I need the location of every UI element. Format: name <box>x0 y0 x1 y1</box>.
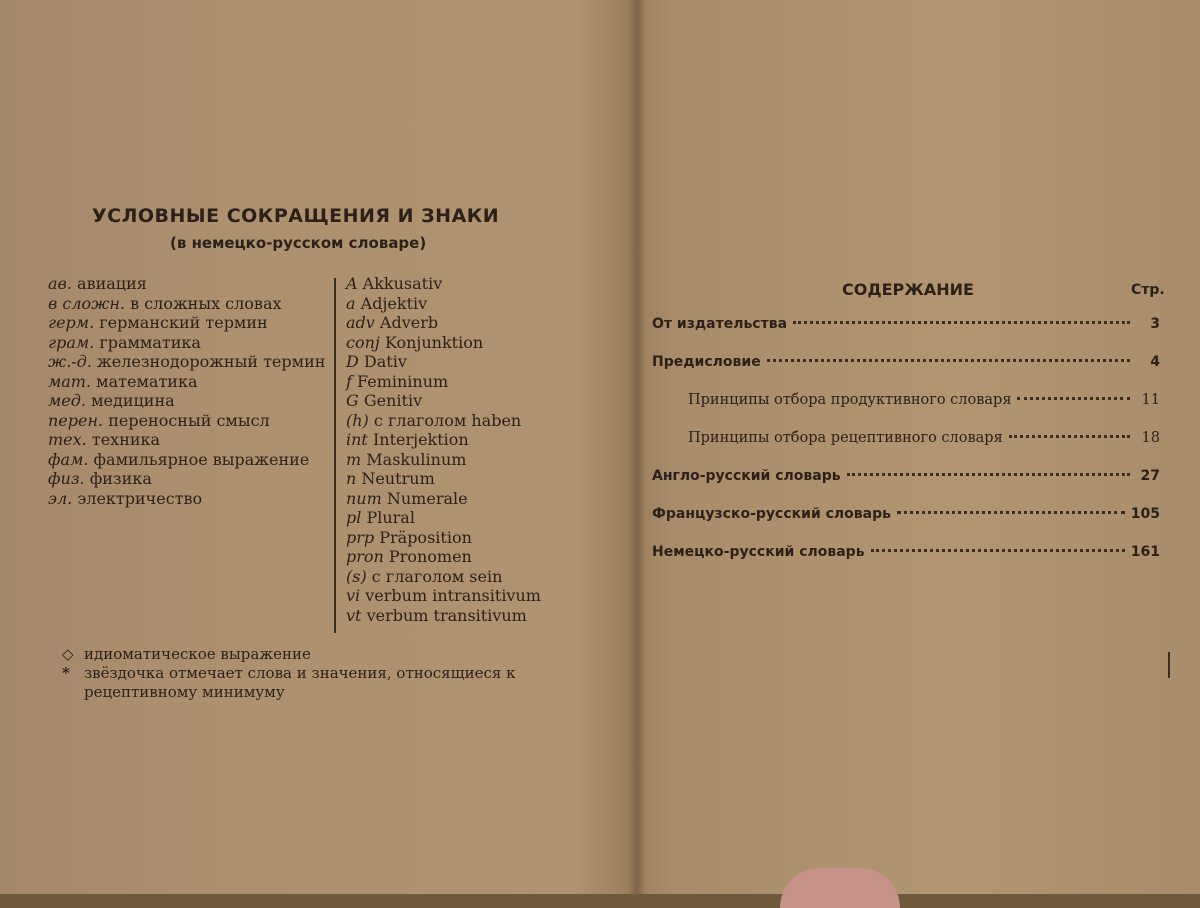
toc-label: Предисловие <box>652 354 761 370</box>
abbreviation-entry <box>346 606 626 626</box>
abbreviation-entry <box>346 391 626 411</box>
abbreviation-meaning: германский термин <box>99 313 268 332</box>
page-column-label: Стр. <box>1131 282 1165 298</box>
abbreviation-entry <box>346 333 626 353</box>
abbreviation-entry <box>48 489 332 509</box>
abbreviation: (h) <box>346 410 369 430</box>
abbreviation: мед. <box>48 391 86 410</box>
abbreviation-meaning: авиация <box>77 274 147 293</box>
abbreviation: в сложн. <box>48 293 125 313</box>
abbreviation-meaning: железнодорожный термин <box>97 352 326 371</box>
abbreviation-meaning: с глаголом sein <box>371 566 503 586</box>
abbreviation: adv <box>346 313 375 332</box>
abbreviation-meaning: Dativ <box>363 352 407 371</box>
german-abbreviations-list <box>346 274 626 625</box>
abbreviation: G <box>346 391 359 410</box>
abbreviation-entry <box>346 547 626 567</box>
abbreviation-meaning: грамматика <box>99 332 201 352</box>
toc-page-number: 11 <box>1141 392 1160 408</box>
margin-mark <box>1168 652 1170 678</box>
abbreviation-meaning: в сложных словах <box>130 293 282 313</box>
abbreviation: грам. <box>48 332 95 352</box>
abbreviation-entry <box>48 430 332 450</box>
abbreviation: тех. <box>48 430 87 449</box>
abbreviation-meaning: Genitiv <box>363 391 423 410</box>
abbreviation: (s) <box>346 566 367 586</box>
abbreviation-meaning: Pronomen <box>388 547 472 566</box>
note-item <box>62 664 622 702</box>
toc-page-number: 18 <box>1141 430 1160 446</box>
right-page <box>646 0 1200 894</box>
abbreviation: f <box>346 371 352 391</box>
abbreviation-meaning: Femininum <box>357 371 449 391</box>
toc-entry <box>652 354 1160 392</box>
abbreviation: мат. <box>48 371 92 391</box>
toc-leader-dots <box>897 511 1125 514</box>
abbreviation-meaning: Adverb <box>379 313 439 332</box>
abbreviation-entry <box>346 274 626 294</box>
abbreviation: a <box>346 293 356 313</box>
table-of-contents <box>652 316 1160 582</box>
column-divider <box>334 278 336 633</box>
abbreviation-entry <box>346 508 626 528</box>
abbreviation-entry <box>346 469 626 489</box>
toc-page-number: 161 <box>1130 544 1160 560</box>
abbreviation-meaning: электричество <box>77 488 203 508</box>
toc-leader-dots <box>1009 435 1130 438</box>
abbreviation: conj <box>346 332 380 352</box>
abbreviation-meaning: переносный смысл <box>108 410 270 430</box>
abbreviation: pl <box>346 508 362 527</box>
toc-page-number: 105 <box>1130 506 1160 522</box>
abbreviation-entry <box>346 567 626 587</box>
abbreviation-meaning: физика <box>89 469 152 488</box>
abbreviation-meaning: Numerale <box>386 488 468 508</box>
abbreviation-meaning: Plural <box>366 508 415 527</box>
abbreviation: num <box>346 488 382 508</box>
abbreviation-meaning: фамильярное выражение <box>93 449 310 469</box>
abbreviation-meaning: Interjektion <box>372 430 469 449</box>
toc-label: Принципы отбора рецептивного словаря <box>688 430 1003 446</box>
abbreviation: перен. <box>48 410 104 430</box>
abbreviation-entry <box>346 430 626 450</box>
abbreviation-entry <box>346 372 626 392</box>
abbreviation-entry <box>48 313 332 333</box>
toc-label: Французско-русский словарь <box>652 506 891 522</box>
abbreviation-entry <box>346 586 626 606</box>
abbreviation-meaning: verbum intransitivum <box>365 586 541 605</box>
note-item <box>62 645 622 664</box>
toc-page-number: 3 <box>1150 316 1160 332</box>
contents-heading: СОДЕРЖАНИЕ <box>842 280 974 299</box>
abbreviation-meaning: с глаголом haben <box>373 410 522 430</box>
diamond-icon: ◇ <box>62 645 74 663</box>
abbreviation-entry <box>48 411 332 431</box>
abbreviation: vt <box>346 605 362 625</box>
abbreviation-meaning: медицина <box>91 391 175 410</box>
toc-entry <box>652 430 1160 468</box>
toc-entry <box>652 316 1160 354</box>
abbreviation: ав. <box>48 274 72 293</box>
toc-page-number: 4 <box>1150 354 1160 370</box>
toc-label: Англо-русский словарь <box>652 468 841 484</box>
note-text: звёздочка отмечает слова и значения, относящиеся к рецептивному минимуму <box>84 664 516 701</box>
toc-label: Принципы отбора продуктивного словаря <box>688 392 1012 408</box>
abbreviation: pron <box>346 547 384 566</box>
abbreviation-meaning: математика <box>96 371 198 391</box>
abbreviation-entry <box>346 313 626 333</box>
abbreviation-meaning: verbum transitivum <box>366 605 527 625</box>
abbreviation: vi <box>346 586 361 605</box>
abbreviation-entry <box>48 333 332 353</box>
toc-leader-dots <box>1017 397 1130 400</box>
book-gutter <box>628 0 646 894</box>
abbreviation: ж.-д. <box>48 352 92 371</box>
abbreviation-entry <box>346 489 626 509</box>
abbreviation: фам. <box>48 449 89 469</box>
abbreviation-meaning: Präposition <box>379 527 472 547</box>
asterisk-icon: * <box>62 664 70 682</box>
abbreviation-meaning: Maskulinum <box>366 449 467 469</box>
toc-leader-dots <box>871 549 1125 552</box>
abbreviation-meaning: Adjektiv <box>360 293 428 313</box>
toc-leader-dots <box>793 321 1130 324</box>
abbreviation-entry <box>346 352 626 372</box>
abbreviation-entry <box>48 372 332 392</box>
toc-label: Немецко-русский словарь <box>652 544 865 560</box>
toc-entry <box>652 506 1160 544</box>
abbreviation-meaning: Akkusativ <box>362 274 443 293</box>
abbreviation: герм. <box>48 313 95 332</box>
abbreviation: int <box>346 430 368 449</box>
abbreviation-entry <box>346 294 626 314</box>
abbreviation-entry <box>48 391 332 411</box>
abbreviation-entry <box>346 528 626 548</box>
abbreviation-entry <box>48 274 332 294</box>
toc-leader-dots <box>767 359 1130 362</box>
abbreviation: A <box>346 274 358 293</box>
abbreviation-entry <box>48 450 332 470</box>
abbreviation-entry <box>346 411 626 431</box>
reader-thumb <box>780 868 900 908</box>
toc-label: От издательства <box>652 316 788 332</box>
abbreviation: prp <box>346 527 375 547</box>
toc-entry <box>652 392 1160 430</box>
russian-abbreviations-list <box>48 274 332 508</box>
toc-entry <box>652 468 1160 506</box>
abbreviation: n <box>346 469 357 488</box>
abbreviation-entry <box>48 352 332 372</box>
abbreviation-meaning: Konjunktion <box>384 332 484 352</box>
abbreviation: D <box>346 352 359 371</box>
toc-page-number: 27 <box>1140 468 1160 484</box>
abbreviation-meaning: Neutrum <box>361 469 435 488</box>
abbreviation-entry <box>48 294 332 314</box>
abbreviation-entry <box>48 469 332 489</box>
note-text: идиоматическое выражение <box>84 645 311 663</box>
abbreviation: физ. <box>48 469 85 488</box>
toc-leader-dots <box>847 473 1130 476</box>
abbreviation-meaning: техника <box>91 430 161 449</box>
abbreviation: эл. <box>48 488 73 508</box>
abbreviations-title: УСЛОВНЫЕ СОКРАЩЕНИЯ И ЗНАКИ <box>92 205 500 227</box>
symbol-notes <box>62 645 622 702</box>
abbreviation: m <box>346 449 362 469</box>
toc-entry <box>652 544 1160 582</box>
abbreviation-entry <box>346 450 626 470</box>
abbreviations-subtitle: (в немецко-русском словаре) <box>170 234 427 252</box>
